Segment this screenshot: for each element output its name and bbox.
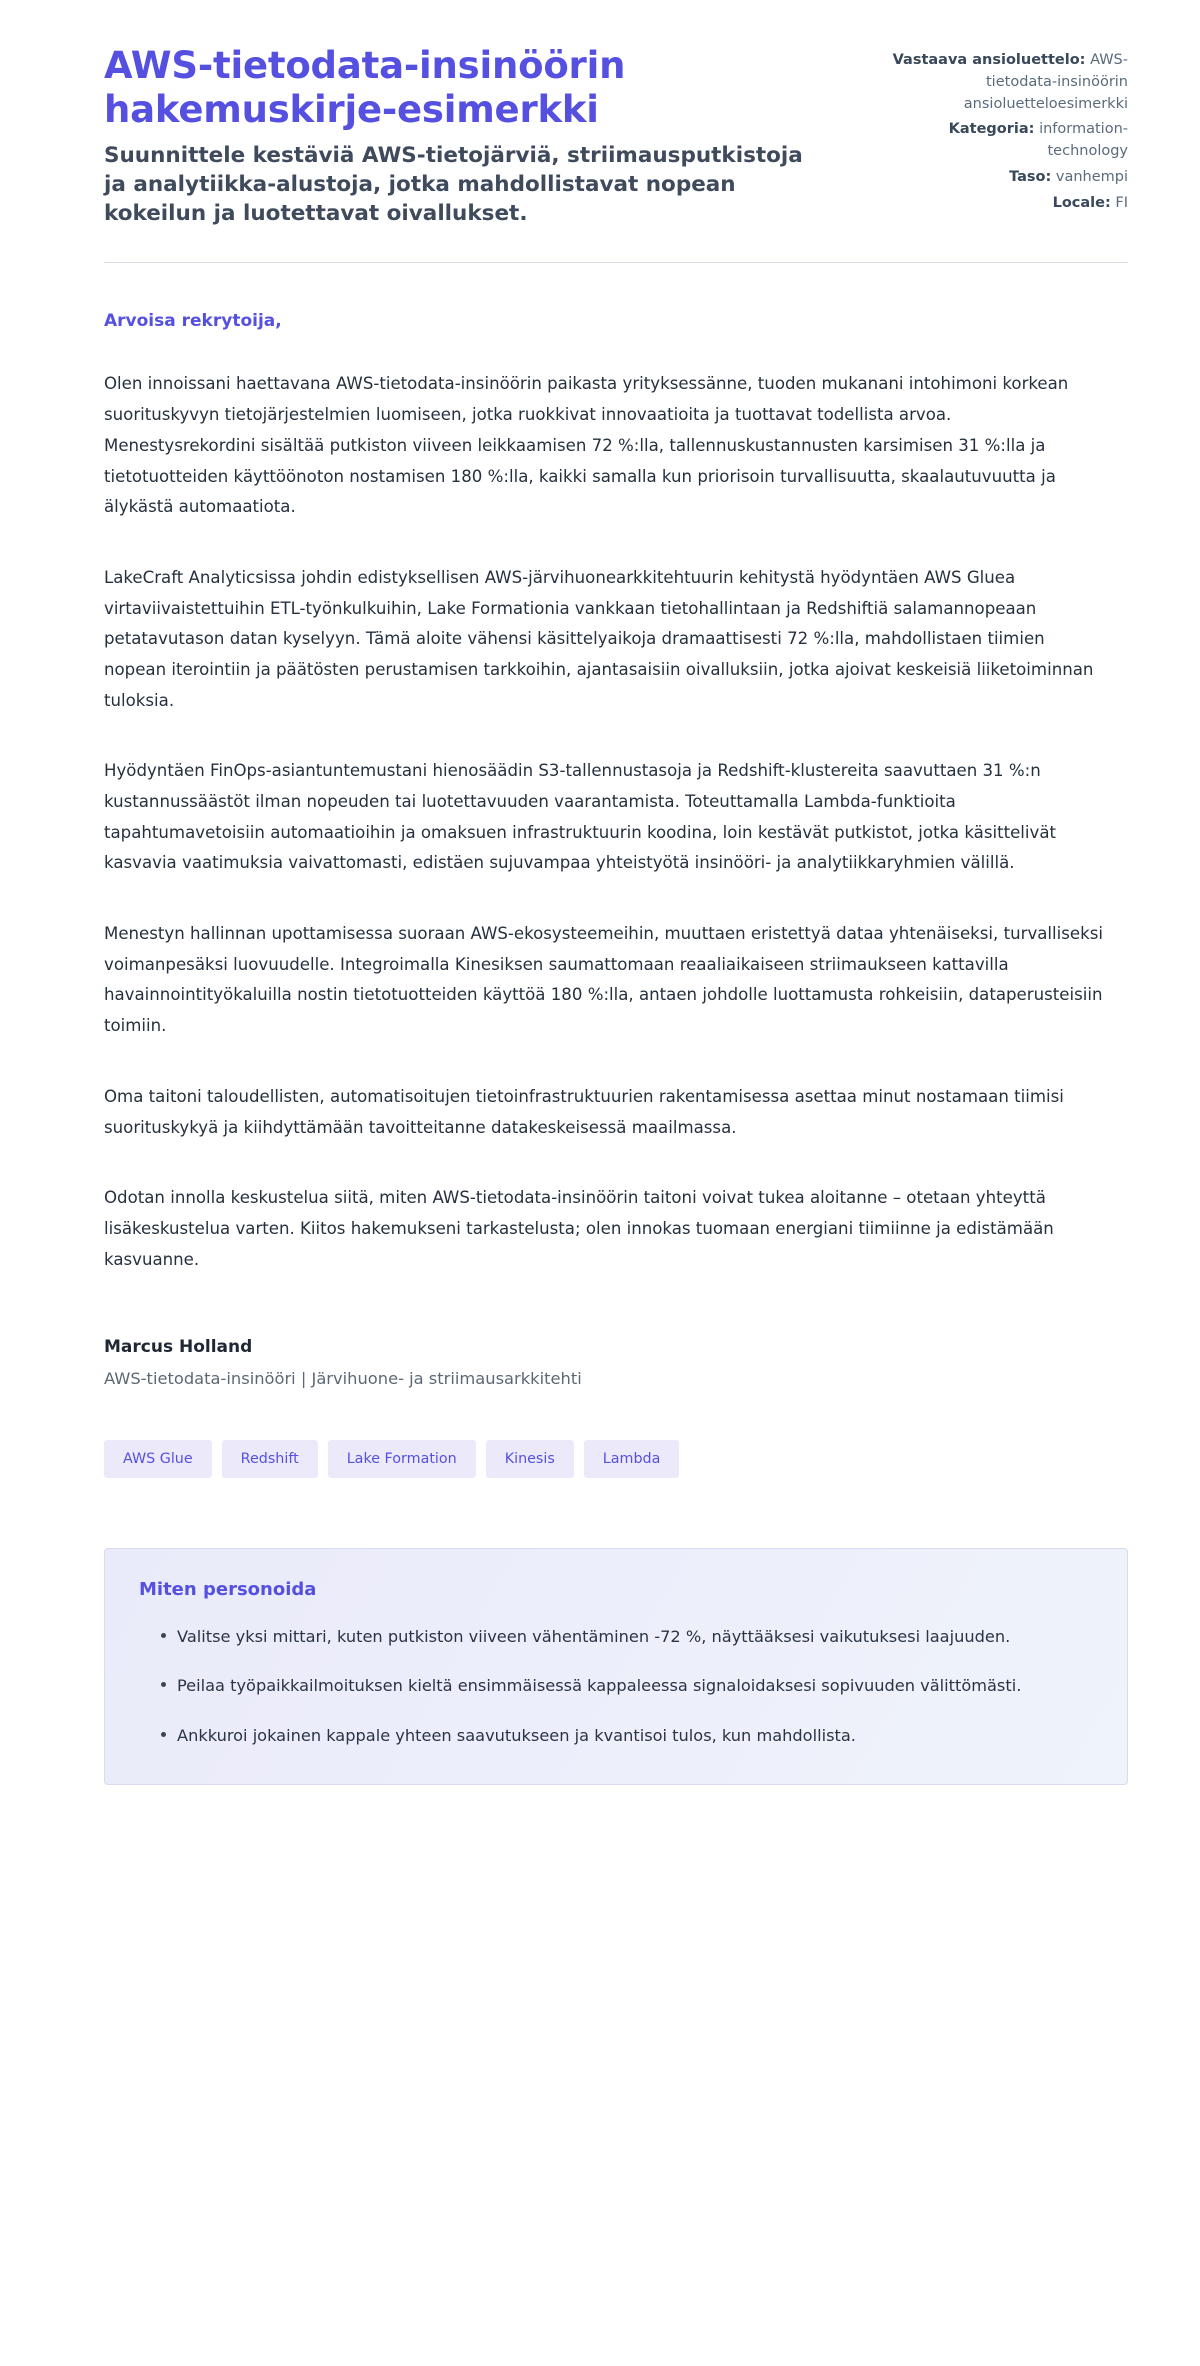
letter-paragraph-1: Olen innoissani haettavana AWS-tietodata-insinöörin paikasta yrityksessänne, tuoden mukanani intohimoni korkean suorituskyvyn tietojärjestelmien luomiseen, jotka ruokkivat innovaatioita ja tuottavat todellista arvoa. Menestysrekordini sisältää putkiston viiveen leikkaamisen 72 %:lla, tallennuskustannusten karsimisen 31 %:lla ja tietotuotteiden käyttöönoton nostamisen 180 %:lla, kaikki samalla kun priorisoin turvallisuutta, skaalautuvuutta ja älykästä automaatiota.	[104, 374, 1069, 517]
letter-paragraphs	[104, 369, 1128, 1275]
callout-tip-item: Peilaa työpaikkailmoituksen kieltä ensimmäisessä kappaleessa signaloidaksesi sopivuuden välittömästi.	[161, 1671, 1093, 1700]
letter-paragraph-2: LakeCraft Analyticsissa johdin edistyksellisen AWS-järvihuonearkkitehtuurin kehitystä hyödyntäen AWS Gluea virtaviivaistettuihin ETL-työnkulkuihin, Lake Formationia vankkaan tietohallintaan ja Redshiftiä salamannopeaan petatavutason datan kyselyyn. Tämä aloite vähensi käsittelyaikoja dramaattisesti 72 %:lla, mahdollistaen tiimien nopean iterointiin ja päätösten perustamisen tarkkoihin, ajantasaisiin oivalluksiin, jotka ajoivat keskeisiä liiketoiminnan tuloksia.	[104, 567, 1094, 710]
metadata-label: Kategoria:	[948, 121, 1035, 138]
metadata-label: Taso:	[1009, 168, 1052, 185]
metadata-value: FI	[1115, 194, 1128, 211]
skill-tag[interactable]: Redshift	[222, 1440, 318, 1478]
metadata-row-level	[878, 167, 1128, 189]
skill-tag[interactable]: AWS Glue	[104, 1440, 212, 1478]
skill-tag[interactable]: Lake Formation	[328, 1440, 476, 1478]
skill-tag[interactable]: Lambda	[584, 1440, 680, 1478]
page-title: AWS-tietodata-insinöörin hakemuskirje-esimerkki	[104, 44, 626, 132]
callout-tip-list	[139, 1622, 1093, 1749]
letter-paragraph-4: Menestyn hallinnan upottamisessa suoraan AWS-ekosysteemeihin, muuttaen eristettyä dataa yhtenäiseksi, turvalliseksi voimanpesäksi luovuudelle. Integroimalla Kinesiksen saumattomaan reaaliaikaiseen striimaukseen kattavilla havainnointityökaluilla nostin tietotuotteiden käyttöä 180 %:lla, antaen johdolle luottamusta rohkeisiin, dataperusteisiin toimiin.	[104, 924, 1103, 1036]
metadata-row-related-resume	[878, 50, 1128, 115]
callout-tip-item: Ankkuroi jokainen kappale yhteen saavutukseen ja kvantisoi tulos, kun mahdollista.	[161, 1721, 1093, 1750]
skill-tag[interactable]: Kinesis	[486, 1440, 574, 1478]
metadata-value: vanhempi	[1055, 168, 1128, 185]
metadata-value: AWS-tietodata-insinöörin ansioluetteloesimerkki	[963, 52, 1128, 112]
metadata-label: Locale:	[1052, 194, 1111, 211]
metadata-value: information-technology	[1039, 121, 1128, 159]
metadata-label: Vastaava ansioluettelo:	[892, 52, 1086, 68]
signature-role: AWS-tietodata-insinööri | Järvihuone- ja striimausarkkitehti	[104, 1369, 582, 1389]
header-text-block	[104, 44, 804, 228]
letter-paragraph-3: Hyödyntäen FinOps-asiantuntemustani hienosäädin S3-tallennustasoja ja Redshift-klustereita saavuttaen 31 %:n kustannussäästöt ilman nopeuden tai luotettavuuden vaarantamista. Toteuttamalla Lambda-funktioita tapahtumavetoisiin automaatioihin ja omaksuen infrastruktuurin koodina, loin kestävät putkistot, jotka käsittelivät kasvavia vaatimuksia vaivattomasti, edistäen sujuvampaa yhteistyötä insinööri- ja analytiikkaryhmien välillä.	[104, 761, 1057, 873]
header-divider	[104, 262, 1128, 263]
document-header	[104, 44, 1128, 262]
metadata-row-locale	[878, 193, 1128, 215]
skill-tag-list	[104, 1440, 1128, 1478]
signature-name: Marcus Holland	[104, 1337, 253, 1358]
salutation: Arvoisa rekrytoija,	[104, 311, 282, 332]
callout-title: Miten personoida	[139, 1579, 317, 1601]
page-subtitle: Suunnittele kestäviä AWS-tietojärviä, striimausputkistoja ja analytiikka-alustoja, jotka mahdollistavat nopean kokeilun ja luotettavat oivallukset.	[104, 142, 803, 227]
signature-block	[104, 1337, 1128, 1388]
callout-tip-item: Valitse yksi mittari, kuten putkiston viiveen vähentäminen -72 %, näyttääksesi vaikutuksesi laajuuden.	[161, 1622, 1093, 1651]
letter-paragraph-6: Odotan innolla keskustelua siitä, miten AWS-tietodata-insinöörin taitoni voivat tukea aloitanne – otetaan yhteyttä lisäkeskustelua varten. Kiitos hakemukseni tarkastelusta; olen innokas tuomaan energiani tiimiinne ja edistämään kasvuanne.	[104, 1188, 1054, 1269]
letter-body	[104, 311, 1128, 1784]
personalization-callout	[104, 1548, 1128, 1784]
document-metadata	[878, 44, 1128, 218]
metadata-row-category	[878, 119, 1128, 163]
letter-paragraph-5: Oma taitoni taloudellisten, automatisoitujen tietoinfrastruktuurien rakentamisessa asettaa minut nostamaan tiimisi suorituskykyä ja kiihdyttämään tavoitteitanne datakeskeisessä maailmassa.	[104, 1086, 1064, 1137]
